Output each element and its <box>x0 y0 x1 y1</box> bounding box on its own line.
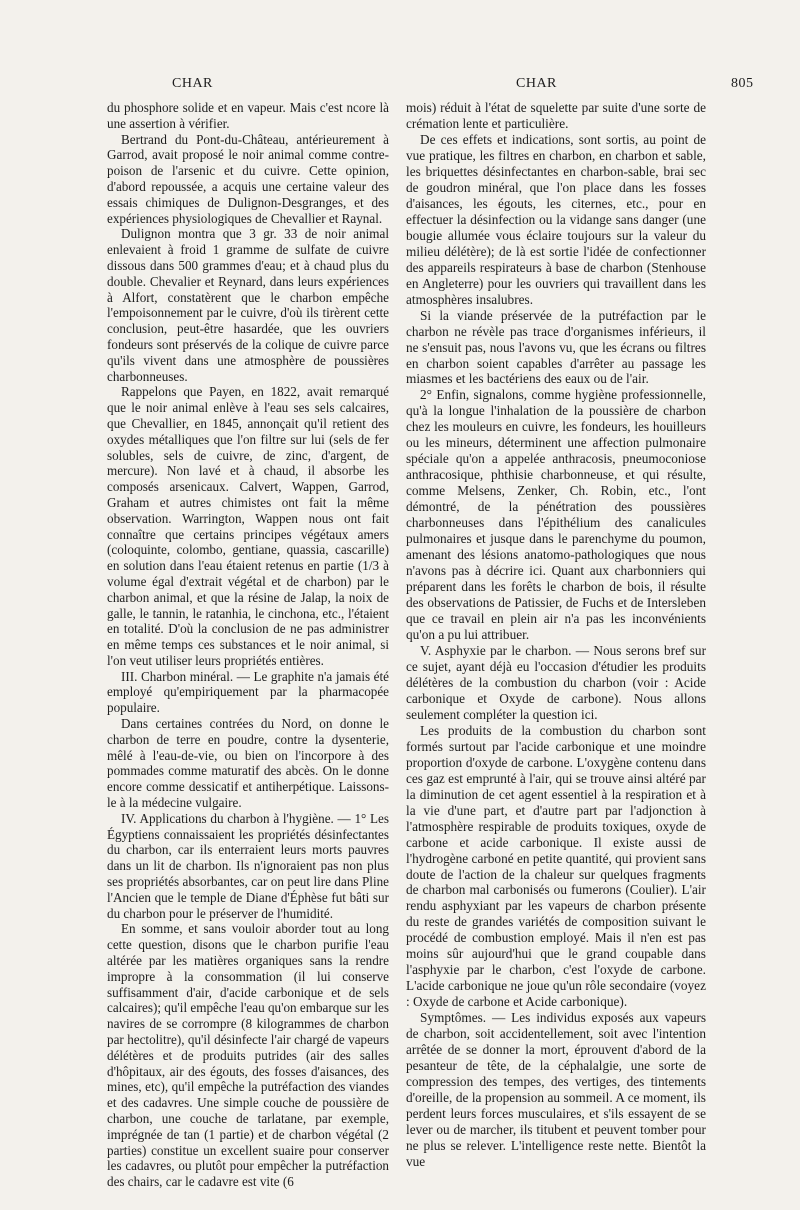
paragraph: 2° Enfin, signalons, comme hygiène professionnelle, qu'à la longue l'inhalation de la poussière de charbon chez les mouleurs en cuivre, les fondeurs, les houilleurs ou les mineurs, déterminent une affection pulmonaire spéciale qu'on a appelée anthracosis, pneumoconiose anthracosique, phthisie charbonneuse, et qui résulte, comme Melsens, Zenker, Ch. Robin, etc., l'ont démontré, de la pénétration des poussières charbonneuses dans l'épithélium des canalicules pulmonaires et jusque dans le parenchyme du poumon, amenant des lésions anatomo-pathologiques que nous n'avons pas à décrire ici. Quant aux charbonniers qui préparent dans les forêts le charbon de bois, il résulte des observations de Patissier, de Fuchs et de Intersleben que ce travail en plein air n'a pas les inconvénients qu'on a pu lui attribuer. <box>406 387 706 642</box>
section-heading-charbon-mineral: III. Charbon minéral. — Le graphite n'a jamais été employé qu'empiriquement par la pharmacopée populaire. <box>107 668 389 716</box>
paragraph: En somme, et sans vouloir aborder tout au long cette question, disons que le charbon purifie l'eau altérée par les matières organiques sans la rendre impropre à la consommation (il lui conserve suffisamment d'air, d'acide carbonique et de sels calcaires); qu'il empêche l'eau qu'on embarque sur les navires de se corrompre (8 kilogrammes de charbon par hectolitre), qu'il désinfecte l'air chargé de vapeurs délétères et de produits putrides (air des salles d'hôpitaux, air des égouts, des fosses d'aisances, des mines, etc), qu'il empêche la putréfaction des viandes et des cadavres. Une simple couche de poussière de charbon, une couche de tarlatane, par exemple, imprégnée de tan (1 partie) et de charbon végétal (2 parties) constitue un excellent suaire pour conserver les cadavres, ou plutôt pour empêcher la putréfaction des chairs, car le cadavre est vite (6 <box>107 921 389 1190</box>
paragraph: Dans certaines contrées du Nord, on donne le charbon de terre en poudre, contre la dysenterie, mêlé à l'eau-de-vie, ou bien on l'incorpore à des pommades comme maturatif des abcès. On le donne encore comme dessicatif et antiherpétique. Laissons-le à la médecine vulgaire. <box>107 716 389 811</box>
running-head-left: CHAR <box>172 76 213 91</box>
paragraph: Bertrand du Pont-du-Château, antérieurement à Garrod, avait proposé le noir animal comme contre-poison de l'arsenic et du cuivre. Cette opinion, d'abord repoussée, a acquis une certaine valeur des essais chimiques de Dulignon-Desgranges, et des expériences physiologiques de Chevallier et Raynal. <box>107 131 389 226</box>
right-column <box>406 100 706 1170</box>
section-heading-asphyxie: V. Asphyxie par le charbon. — Nous serons bref sur ce sujet, ayant déjà eu l'occasion d'étudier les produits délétères de la combustion du charbon (voir : Acide carbonique et Oxyde de carbone). Nous allons seulement compléter la question ici. <box>406 642 706 722</box>
paragraph: Dulignon montra que 3 gr. 33 de noir animal enlevaient à froid 1 gramme de sulfate de cuivre dissous dans 500 grammes d'eau; et à chaud plus du double. Chevalier et Reynard, dans leurs expériences à Alfort, constatèrent que le charbon empêche l'empoisonnement par le cuivre, d'où ils tirèrent cette conclusion, peut-être hasardée, que les ouvriers fondeurs sont préservés de la colique de cuivre parce qu'ils vivent dans une atmosphère de poussières charbonneuses. <box>107 226 389 384</box>
paragraph: du phosphore solide et en vapeur. Mais c'est ncore là une assertion à vérifier. <box>107 100 389 131</box>
paragraph: Rappelons que Payen, en 1822, avait remarqué que le noir animal enlève à l'eau ses sels calcaires, que Chevallier, en 1845, annonçait qu'il retient des oxydes métalliques que l'on filtre sur lui (sels de fer solubles, sels de cuivre, de zinc, d'argent, de mercure). Non lavé et à chaud, il absorbe les composés arsenicaux. Calvert, Wappen, Garrod, Graham et autres chimistes ont fait la même observation. Warrington, Wappen nous ont fait connaître que certains principes végétaux amers (coloquinte, colombo, gentiane, quassia, cascarille) en solution dans l'eau étaient retenus en partie (1/3 à volume égal d'extrait végétal et de charbon) par le charbon animal, et que la résine de Jalap, la noix de galle, le tannin, le ratanhia, le cinchona, etc., l'étaient en totalité. D'où la conclusion de ne pas administrer en même temps ces substances et le noir animal, si l'on veut utiliser leurs propriétés entières. <box>107 384 389 668</box>
page-number: 805 <box>731 76 754 91</box>
left-column <box>107 100 389 1190</box>
paragraph: mois) réduit à l'état de squelette par suite d'une sorte de crémation lente et particulière. <box>406 100 706 131</box>
paragraph: Si la viande préservée de la putréfaction par le charbon ne révèle pas trace d'organismes inférieurs, il ne s'ensuit pas, nous l'avons vu, que les écrans ou filtres en charbon soient capables d'arrêter au passage les miasmes et les bactériens des eaux ou de l'air. <box>406 307 706 387</box>
paragraph-symptomes: Symptômes. — Les individus exposés aux vapeurs de charbon, soit accidentellement, soit avec l'intention arrêtée de se donner la mort, éprouvent d'abord de la pesanteur de tête, de la céphalalgie, une sorte de compression des tempes, des vertiges, des tintements d'oreille, de la propension au sommeil. A ce moment, ils perdent leurs forces musculaires, et s'ils essayent de se lever ou de marcher, ils titubent et peuvent tomber pour ne plus se relever. L'intelligence reste nette. Bientôt la vue <box>406 1010 706 1169</box>
paragraph: Les produits de la combustion du charbon sont formés surtout par l'acide carbonique et une moindre proportion d'oxyde de carbone. L'oxygène contenu dans ces gaz est emprunté à l'air, qui se trouve ainsi altéré par la diminution de cet agent essentiel à la respiration et à la vie d'une part, et d'autre part par l'adjonction à l'atmosphère respirable de produits toxiques, oxyde de carbone et acide carbonique. Il existe aussi de l'hydrogène carboné en petite quantité, qui provient sans doute de l'action de la chaleur sur quelques fragments de charbon mal carbonisés ou fumerons (Coulier). L'air rendu asphyxiant par les vapeurs de charbon présente du reste de grandes variétés de composition suivant le procédé de combustion employé. Mais il n'en est pas moins sûr aujourd'hui que le grand coupable dans l'asphyxie par le charbon, c'est l'oxyde de carbone. L'acide carbonique ne joue qu'un rôle secondaire (voyez : Oxyde de carbone et Acide carbonique). <box>406 722 707 1010</box>
running-head-right: CHAR <box>516 76 557 91</box>
section-heading-hygiene: IV. Applications du charbon à l'hygiène. — 1° Les Égyptiens connaissaient les propriétés désinfectantes du charbon, car ils enterraient leurs morts pauvres dans un lit de charbon. Ils n'ignoraient pas non plus ses propriétés absorbantes, car on peut lire dans Pline l'Ancien que le temple de Diane d'Éphèse fut bâti sur du charbon pour le préserver de l'humidité. <box>107 810 389 921</box>
paragraph: De ces effets et indications, sont sortis, au point de vue pratique, les filtres en charbon, en charbon et sable, les briquettes désinfectantes en charbon-sable, brai sec de goudron minéral, que l'on place dans les fosses d'aisances, les égouts, les citernes, etc., pour en effectuer la désinfection ou la vidange sans danger (une bougie allumée vous éclaire toujours sur la valeur du milieu délétère); de là est sortie l'idée de confectionner des appareils respirateurs à base de charbon (Stenhouse en Angleterre) pour les ouvriers qui travaillent dans les atmosphères insalubres. <box>406 131 706 307</box>
